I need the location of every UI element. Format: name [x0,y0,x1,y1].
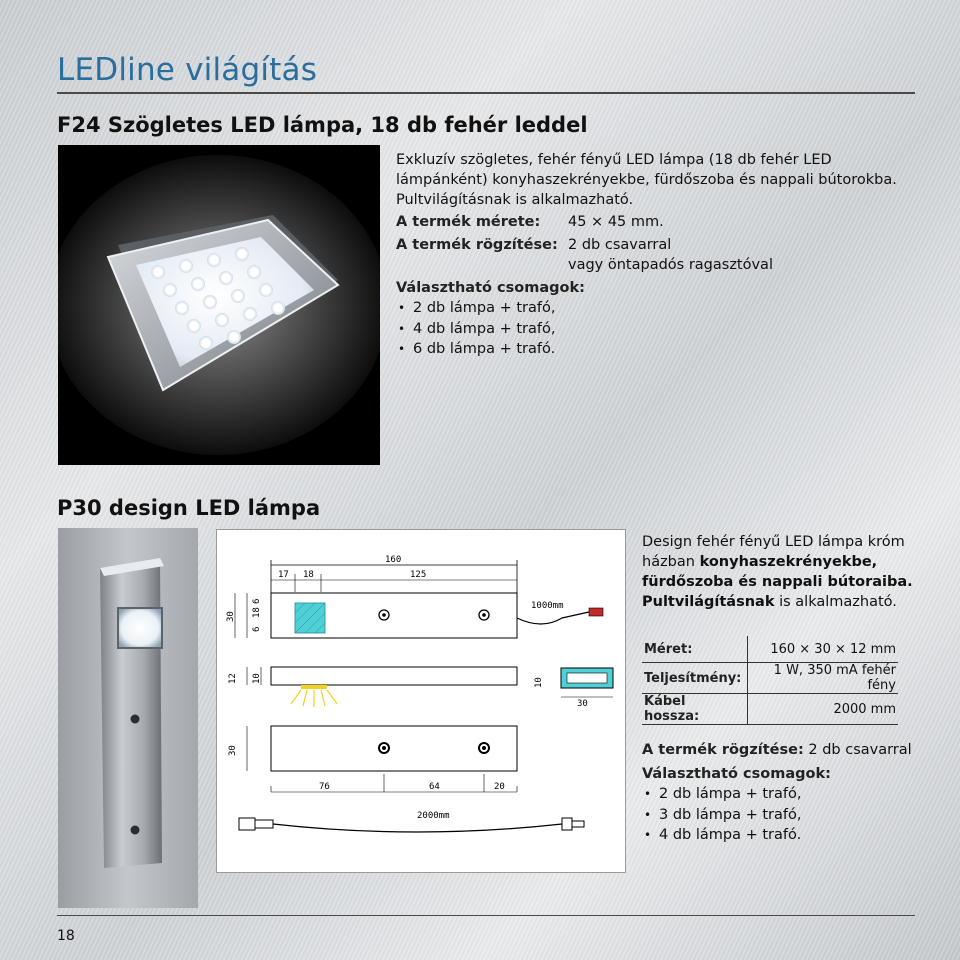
f24-mount-label: A termék rögzítése: [396,237,558,253]
p30-lamp-image [58,528,198,908]
p30-desc-text: Design fehér fényű LED lámpa króm házban [642,534,905,570]
dim-18v: 18 [252,607,262,618]
dim-30: 30 [226,611,236,622]
f24-lamp-image [58,145,380,465]
spec-label: Kábel hossza: [642,694,747,725]
table-row [642,663,898,694]
f24-packages-list [396,298,555,360]
page-number: 18 [57,928,75,944]
p30-mount-value: 2 db csavarral [808,742,912,758]
p30-desc-text-2: is alkalmazható. [774,594,897,610]
p30-desc-bold-2: Pultvilágításnak [642,594,775,610]
spec-value: 2000 mm [747,694,898,725]
dim-10b: 10 [534,677,544,688]
dim-10: 10 [252,673,262,684]
f24-size-value: 45 × 45 mm. [568,214,664,230]
dim-30c: 30 [228,745,238,756]
dimension-diagram [217,530,625,872]
f24-section-title: F24 Szögletes LED lámpa, 18 db fehér leddel [57,113,588,137]
f24-product-photo [58,145,380,465]
cable-length-2000: 2000mm [417,811,450,821]
footer-divider [57,915,915,916]
f24-mount-value-alt: vagy öntapadós ragasztóval [568,257,773,273]
spec-label: Teljesítmény: [642,663,747,694]
dim-12: 12 [228,673,238,684]
list-item: • 4 db lámpa + trafó. [642,825,801,846]
dim-17: 17 [278,570,289,580]
dim-30b: 30 [577,699,588,709]
list-item: • 2 db lámpa + trafó, [396,298,555,319]
dim-76: 76 [319,782,330,792]
f24-packages-label: Választható csomagok: [396,280,585,296]
list-item: • 4 db lámpa + trafó, [396,319,555,340]
dim-64: 64 [429,782,440,792]
dim-18: 18 [303,570,314,580]
table-row [642,636,898,663]
f24-description: Exkluzív szögletes, fehér fényű LED lámpa (18 db fehér LED lámpánként) konyhaszekrényekbe, fürdőszoba és nappali bútorokba. Pultvilágításnak is alkalmazható. [396,152,897,208]
dim-125: 125 [410,570,427,580]
p30-spec-table [642,636,898,725]
p30-desc-bold: konyhaszekrényekbe, fürdőszoba és nappali bútoraiba. [642,554,913,590]
p30-description [642,532,922,612]
dim-6a: 6 [252,598,262,604]
p30-packages-list [642,784,801,846]
list-item: • 3 db lámpa + trafó, [642,805,801,826]
p30-section-title: P30 design LED lámpa [57,496,321,520]
table-row [642,694,898,725]
spec-value: 1 W, 350 mA fehér fény [747,663,898,694]
cable-length-1000: 1000mm [531,601,564,611]
f24-size-label: A termék mérete: [396,214,541,230]
dim-160: 160 [385,555,402,565]
spec-value: 160 × 30 × 12 mm [747,636,898,663]
list-item: • 6 db lámpa + trafó. [396,339,555,360]
page-title: LEDline világítás [57,52,318,88]
f24-mount-value: 2 db csavarral [568,237,672,253]
p30-product-photo [58,528,198,908]
p30-technical-drawing [216,529,626,873]
dim-6b: 6 [252,626,262,632]
p30-packages-label: Választható csomagok: [642,766,831,782]
p30-mount [642,740,912,760]
spec-label: Méret: [642,636,747,663]
dim-20: 20 [494,782,505,792]
list-item: • 2 db lámpa + trafó, [642,784,801,805]
p30-mount-label: A termék rögzítése: [642,742,804,758]
header-divider [57,92,915,94]
